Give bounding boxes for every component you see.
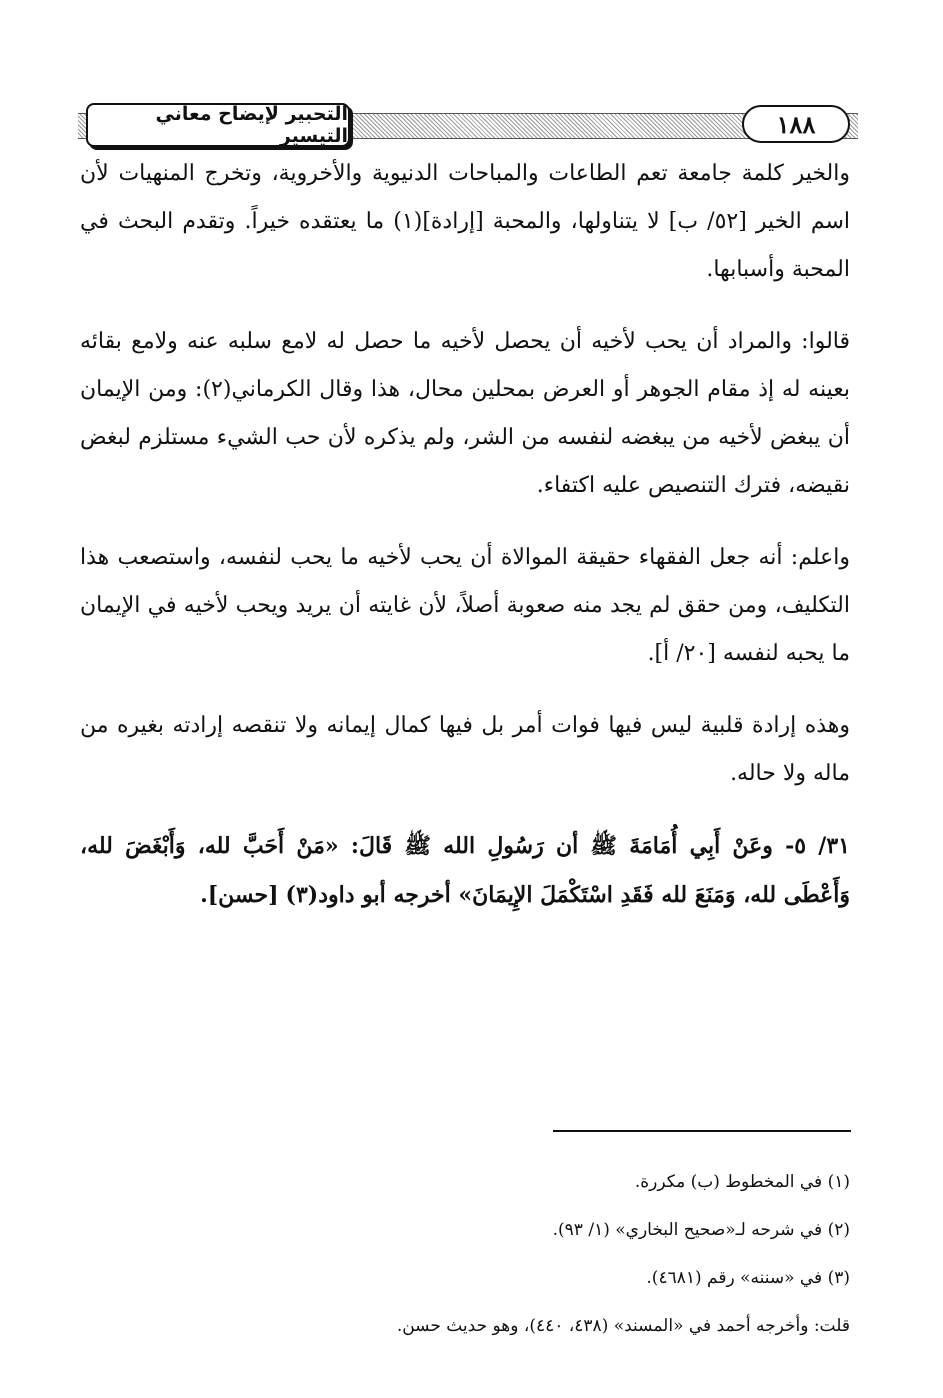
footnote-note: قلت: وأخرجه أحمد في «المسند» (٤٣٨، ٤٤٠)، وهو حديث حسن. <box>396 1316 850 1336</box>
page-number: ١٨٨ <box>742 105 850 143</box>
paragraph-3: واعلم: أنه جعل الفقهاء حقيقة الموالاة أن يحب لأخيه ما يحب لنفسه، واستصعب هذا التكليف، ومن حقق لم يجد منه صعوبة أصلاً، لأن غايته أن يريد ويحب لأخيه في الإيمان ما يحبه لنفسه [٢٠/ أ]. <box>80 545 850 666</box>
paragraph-1: والخير كلمة جامعة تعم الطاعات والمباحات الدنيوية والأخروية، وتخرج المنهيات لأن اسم الخير [٥٢/ ب] لا يتناولها، والمحبة [إرادة](١) ما يعتقده خيراً. وتقدم البحث في المحبة وأسبابها. <box>80 161 851 282</box>
book-title: التحبير لإيضاح معاني التيسير <box>86 103 350 147</box>
hadith-paragraph <box>80 822 850 920</box>
footnote-2: (٢) في شرحه لـ«صحيح البخاري» (١/ ٩٣). <box>552 1220 850 1240</box>
footnotes <box>80 1162 850 1354</box>
footnote-3: (٣) في «سننه» رقم (٤٦٨١). <box>646 1268 850 1288</box>
hadith-text: ٣١/ ٥- وعَنْ أَبِي أُمَامَةَ ﷺ أن رَسُولِ الله ﷺ قَالَ: «مَنْ أَحَبَّ لله، وَأَبْغَضَ لله، وَأَعْطَى لله، وَمَنَعَ لله فَقَدِ اسْتَكْمَلَ الإِيمَانَ» أخرجه أبو داود(٣) <box>80 833 850 908</box>
hadith-grade: [حسن]. <box>200 882 279 908</box>
main-text <box>80 150 850 944</box>
footnote-divider <box>553 1130 851 1132</box>
page-header <box>78 103 858 149</box>
paragraph-2: قالوا: والمراد أن يحب لأخيه أن يحصل لأخيه ما حصل له لامع سلبه عنه ولامع بقائه بعينه له إذ مقام الجوهر أو العرض بمحلين محال، هذا وقال الكرماني(٢): ومن الإيمان أن يبغض لأخيه من يبغضه لنفسه من الشر، ولم يذكره لأن حب الشيء مستلزم لبغض نقيضه، فترك التنصيص عليه اكتفاء. <box>80 329 850 498</box>
footnote-1: (١) في المخطوط (ب) مكررة. <box>634 1172 850 1192</box>
paragraph-4: وهذه إرادة قلبية ليس فيها فوات أمر بل فيها كمال إيمانه ولا تنقصه إرادته بغيره من ماله ولا حاله. <box>80 713 850 786</box>
